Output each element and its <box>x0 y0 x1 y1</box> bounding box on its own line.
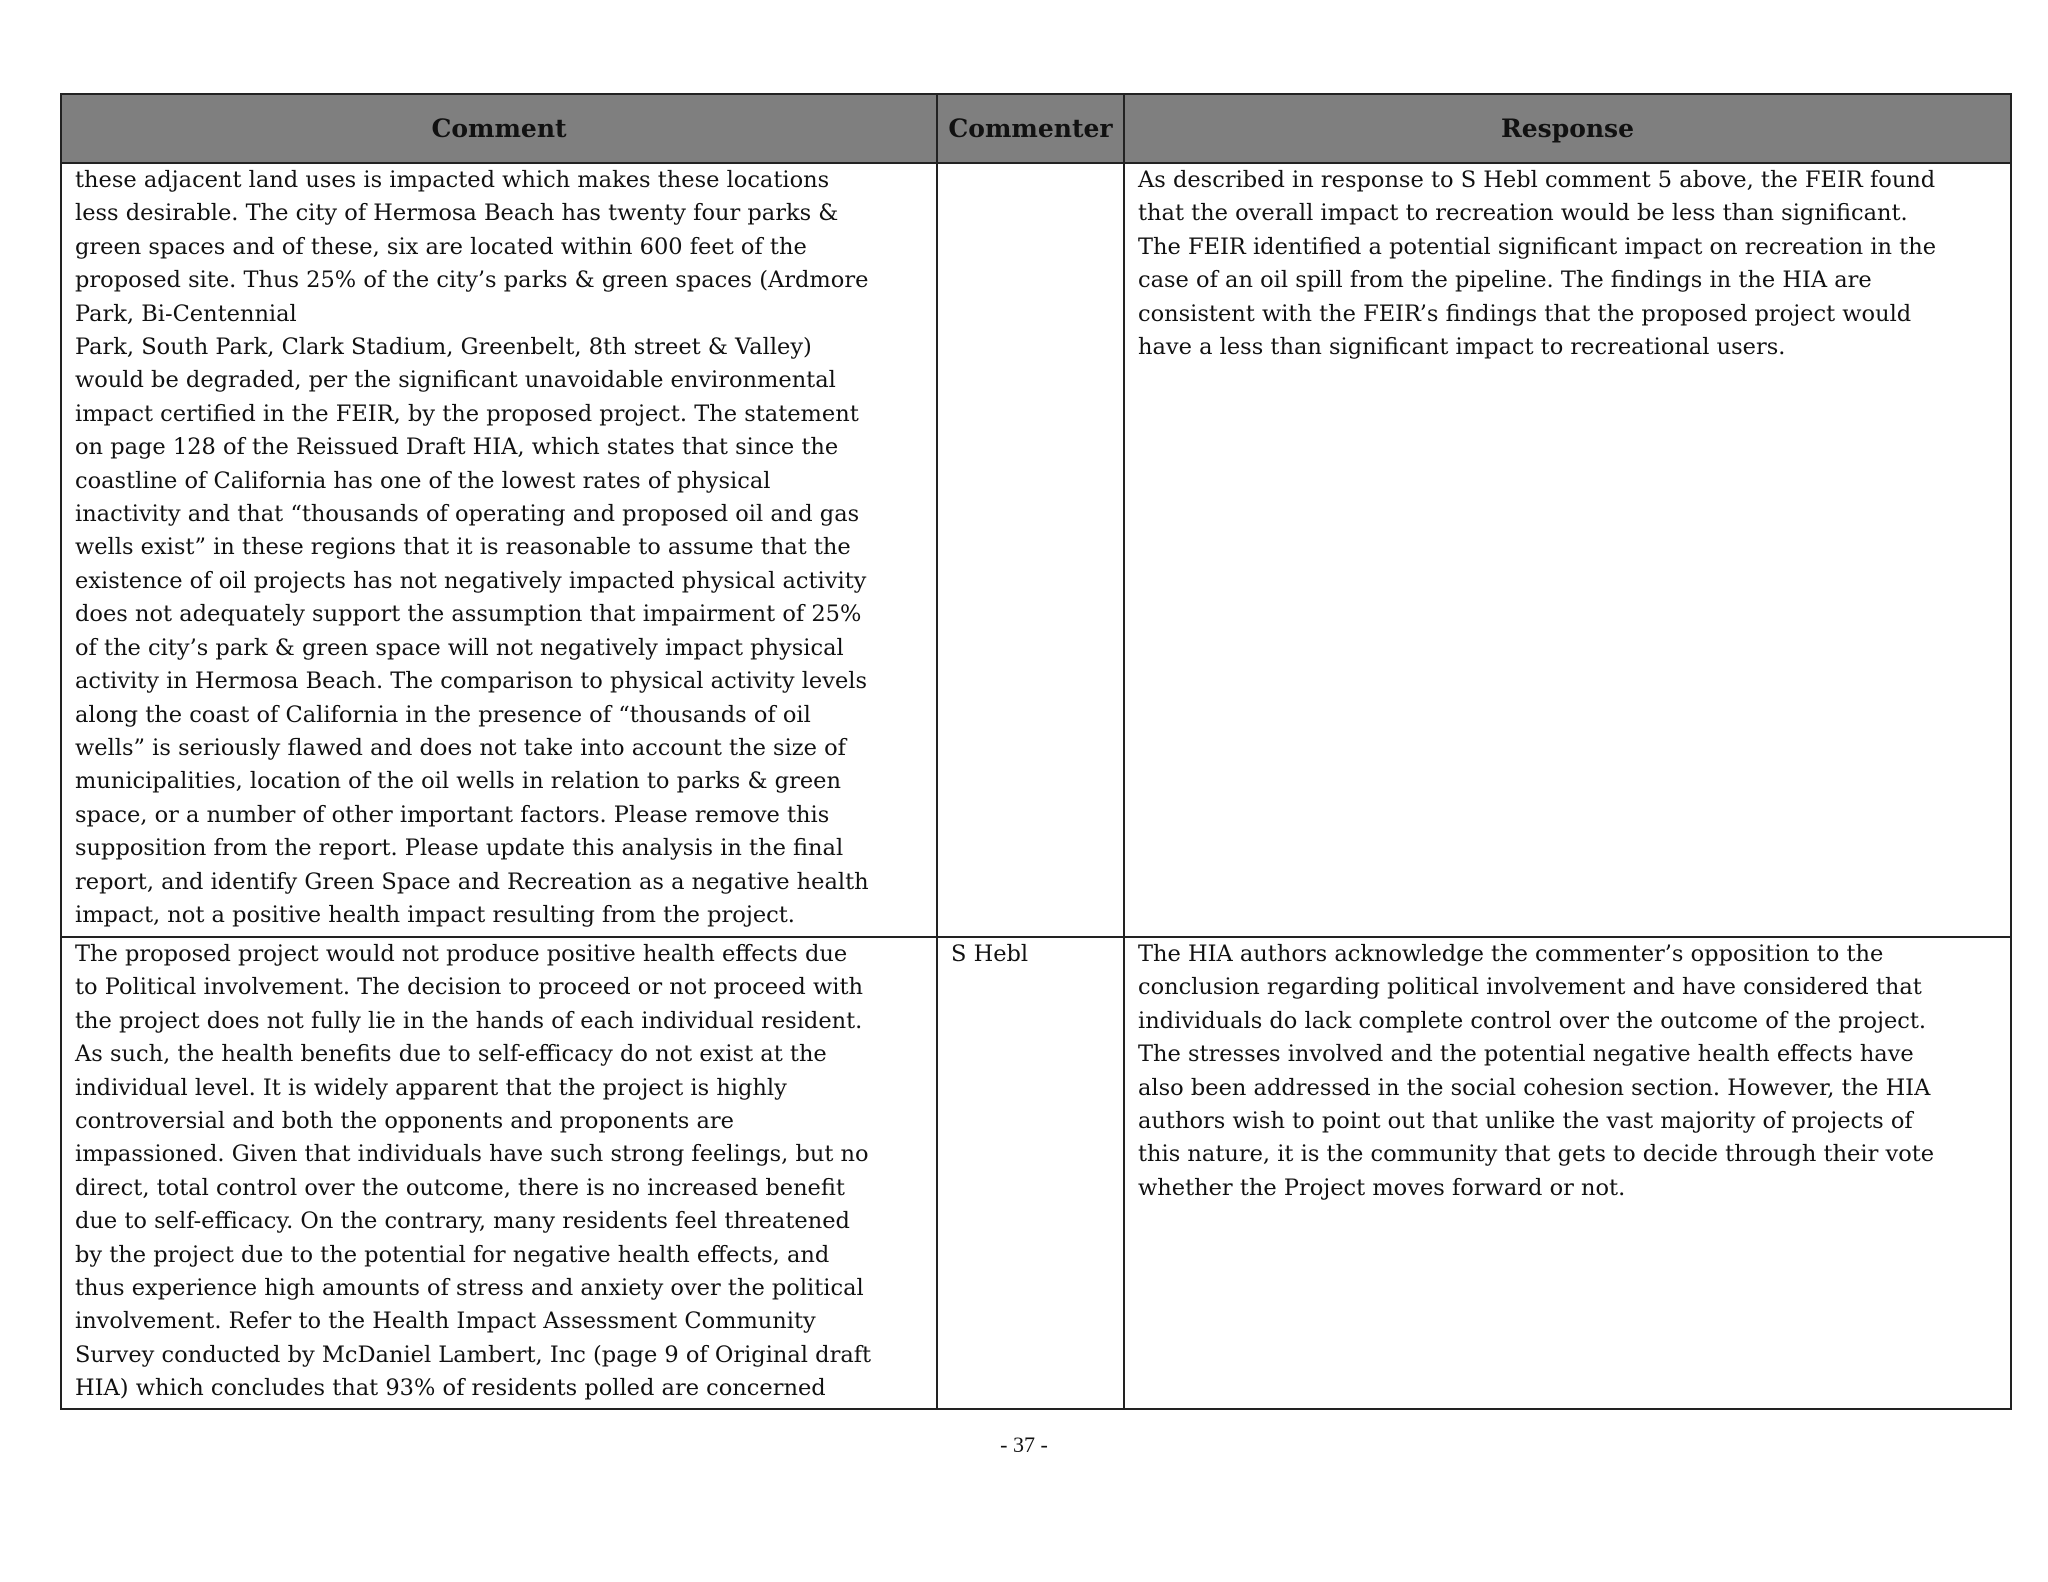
comment-cell <box>61 163 937 937</box>
comment-line: to Political involvement. The decision to proceed or not proceed with <box>75 974 863 1001</box>
comment-line: these adjacent land uses is impacted which makes these locations <box>75 167 830 193</box>
comment-line: does not adequately support the assumption that impairment of 25% <box>75 601 862 628</box>
comment-line: The proposed project would not produce positive health effects due <box>75 941 848 967</box>
response-line: have a less than significant impact to recreational users. <box>1138 334 1786 361</box>
response-line: As described in response to S Hebl comment 5 above, the FEIR found <box>1138 167 1936 193</box>
response-cell <box>1124 163 2011 937</box>
comment-line: municipalities, location of the oil wells in relation to parks & green <box>75 768 841 795</box>
comment-response-table <box>60 93 2012 1410</box>
commenter-cell: S Hebl <box>937 937 1124 1409</box>
comment-line: existence of oil projects has not negatively impacted physical activity <box>75 567 867 594</box>
response-line: conclusion regarding political involvement and have considered that <box>1138 974 1922 1001</box>
table-row <box>61 163 2011 937</box>
comment-cell <box>61 937 937 1409</box>
response-cell <box>1124 937 2011 1409</box>
commenter-cell <box>937 163 1124 937</box>
page-number: - 37 - <box>1000 1432 1048 1457</box>
comment-line: activity in Hermosa Beach. The comparison to physical activity levels <box>75 668 868 695</box>
header-response: Response <box>1124 94 2011 163</box>
comment-line: impact, not a positive health impact resulting from the project. <box>75 901 795 928</box>
response-line: The HIA authors acknowledge the commenter’s opposition to the <box>1138 941 1884 967</box>
response-line: consistent with the FEIR’s findings that the proposed project would <box>1138 300 1912 327</box>
comment-line: wells exist” in these regions that it is reasonable to assume that the <box>75 534 851 561</box>
comment-line: due to self-efficacy. On the contrary, many residents feel threatened <box>75 1208 850 1235</box>
table-row <box>61 937 2011 1409</box>
table-header-row <box>61 94 2011 163</box>
comment-line: impact certified in the FEIR, by the proposed project. The statement <box>75 400 859 427</box>
comment-line: Park, Bi-Centennial <box>75 300 297 327</box>
response-line: case of an oil spill from the pipeline. The findings in the HIA are <box>1138 267 1872 294</box>
response-line: whether the Project moves forward or not. <box>1138 1174 1626 1201</box>
comment-line: inactivity and that “thousands of operating and proposed oil and gas <box>75 501 860 528</box>
comment-line: Survey conducted by McDaniel Lambert, Inc (page 9 of Original draft <box>75 1341 872 1368</box>
comment-line: would be degraded, per the significant unavoidable environmental <box>75 367 836 394</box>
comment-line: proposed site. Thus 25% of the city’s parks & green spaces (Ardmore <box>75 267 869 294</box>
comment-line: supposition from the report. Please update this analysis in the final <box>75 835 844 862</box>
header-comment: Comment <box>61 94 937 163</box>
comment-line: green spaces and of these, six are located within 600 feet of the <box>75 233 807 260</box>
comment-line: coastline of California has one of the lowest rates of physical <box>75 467 771 494</box>
comment-line: As such, the health benefits due to self-efficacy do not exist at the <box>75 1041 827 1068</box>
comment-line: less desirable. The city of Hermosa Beach has twenty four parks & <box>75 200 839 227</box>
comment-line: controversial and both the opponents and proponents are <box>75 1108 734 1135</box>
comment-line: by the project due to the potential for negative health effects, and <box>75 1241 830 1268</box>
header-commenter: Commenter <box>937 94 1124 163</box>
comment-line: report, and identify Green Space and Recreation as a negative health <box>75 868 869 895</box>
comment-line: the project does not fully lie in the hands of each individual resident. <box>75 1007 863 1034</box>
comment-line: impassioned. Given that individuals have such strong feelings, but no <box>75 1141 869 1168</box>
comment-line: direct, total control over the outcome, there is no increased benefit <box>75 1174 845 1201</box>
comment-line: thus experience high amounts of stress and anxiety over the political <box>75 1275 864 1302</box>
comment-line: HIA) which concludes that 93% of residents polled are concerned <box>75 1375 826 1402</box>
comment-line: along the coast of California in the presence of “thousands of oil <box>75 701 811 728</box>
comment-line: involvement. Refer to the Health Impact Assessment Community <box>75 1308 816 1335</box>
comment-line: on page 128 of the Reissued Draft HIA, which states that since the <box>75 434 839 461</box>
response-line: this nature, it is the community that gets to decide through their vote <box>1138 1141 1935 1168</box>
response-line: The FEIR identified a potential significant impact on recreation in the <box>1138 233 1937 260</box>
comment-line: space, or a number of other important factors. Please remove this <box>75 801 830 828</box>
comment-line: Park, South Park, Clark Stadium, Greenbelt, 8th street & Valley) <box>75 334 812 361</box>
comment-line: wells” is seriously flawed and does not take into account the size of <box>75 734 846 761</box>
response-line: that the overall impact to recreation would be less than significant. <box>1138 200 1908 227</box>
response-line: authors wish to point out that unlike the vast majority of projects of <box>1138 1108 1913 1135</box>
comment-line: of the city’s park & green space will not negatively impact physical <box>75 634 844 661</box>
response-line: individuals do lack complete control over the outcome of the project. <box>1138 1007 1927 1034</box>
response-line: also been addressed in the social cohesion section. However, the HIA <box>1138 1074 1931 1101</box>
response-line: The stresses involved and the potential negative health effects have <box>1138 1041 1914 1068</box>
comment-line: individual level. It is widely apparent that the project is highly <box>75 1074 787 1101</box>
